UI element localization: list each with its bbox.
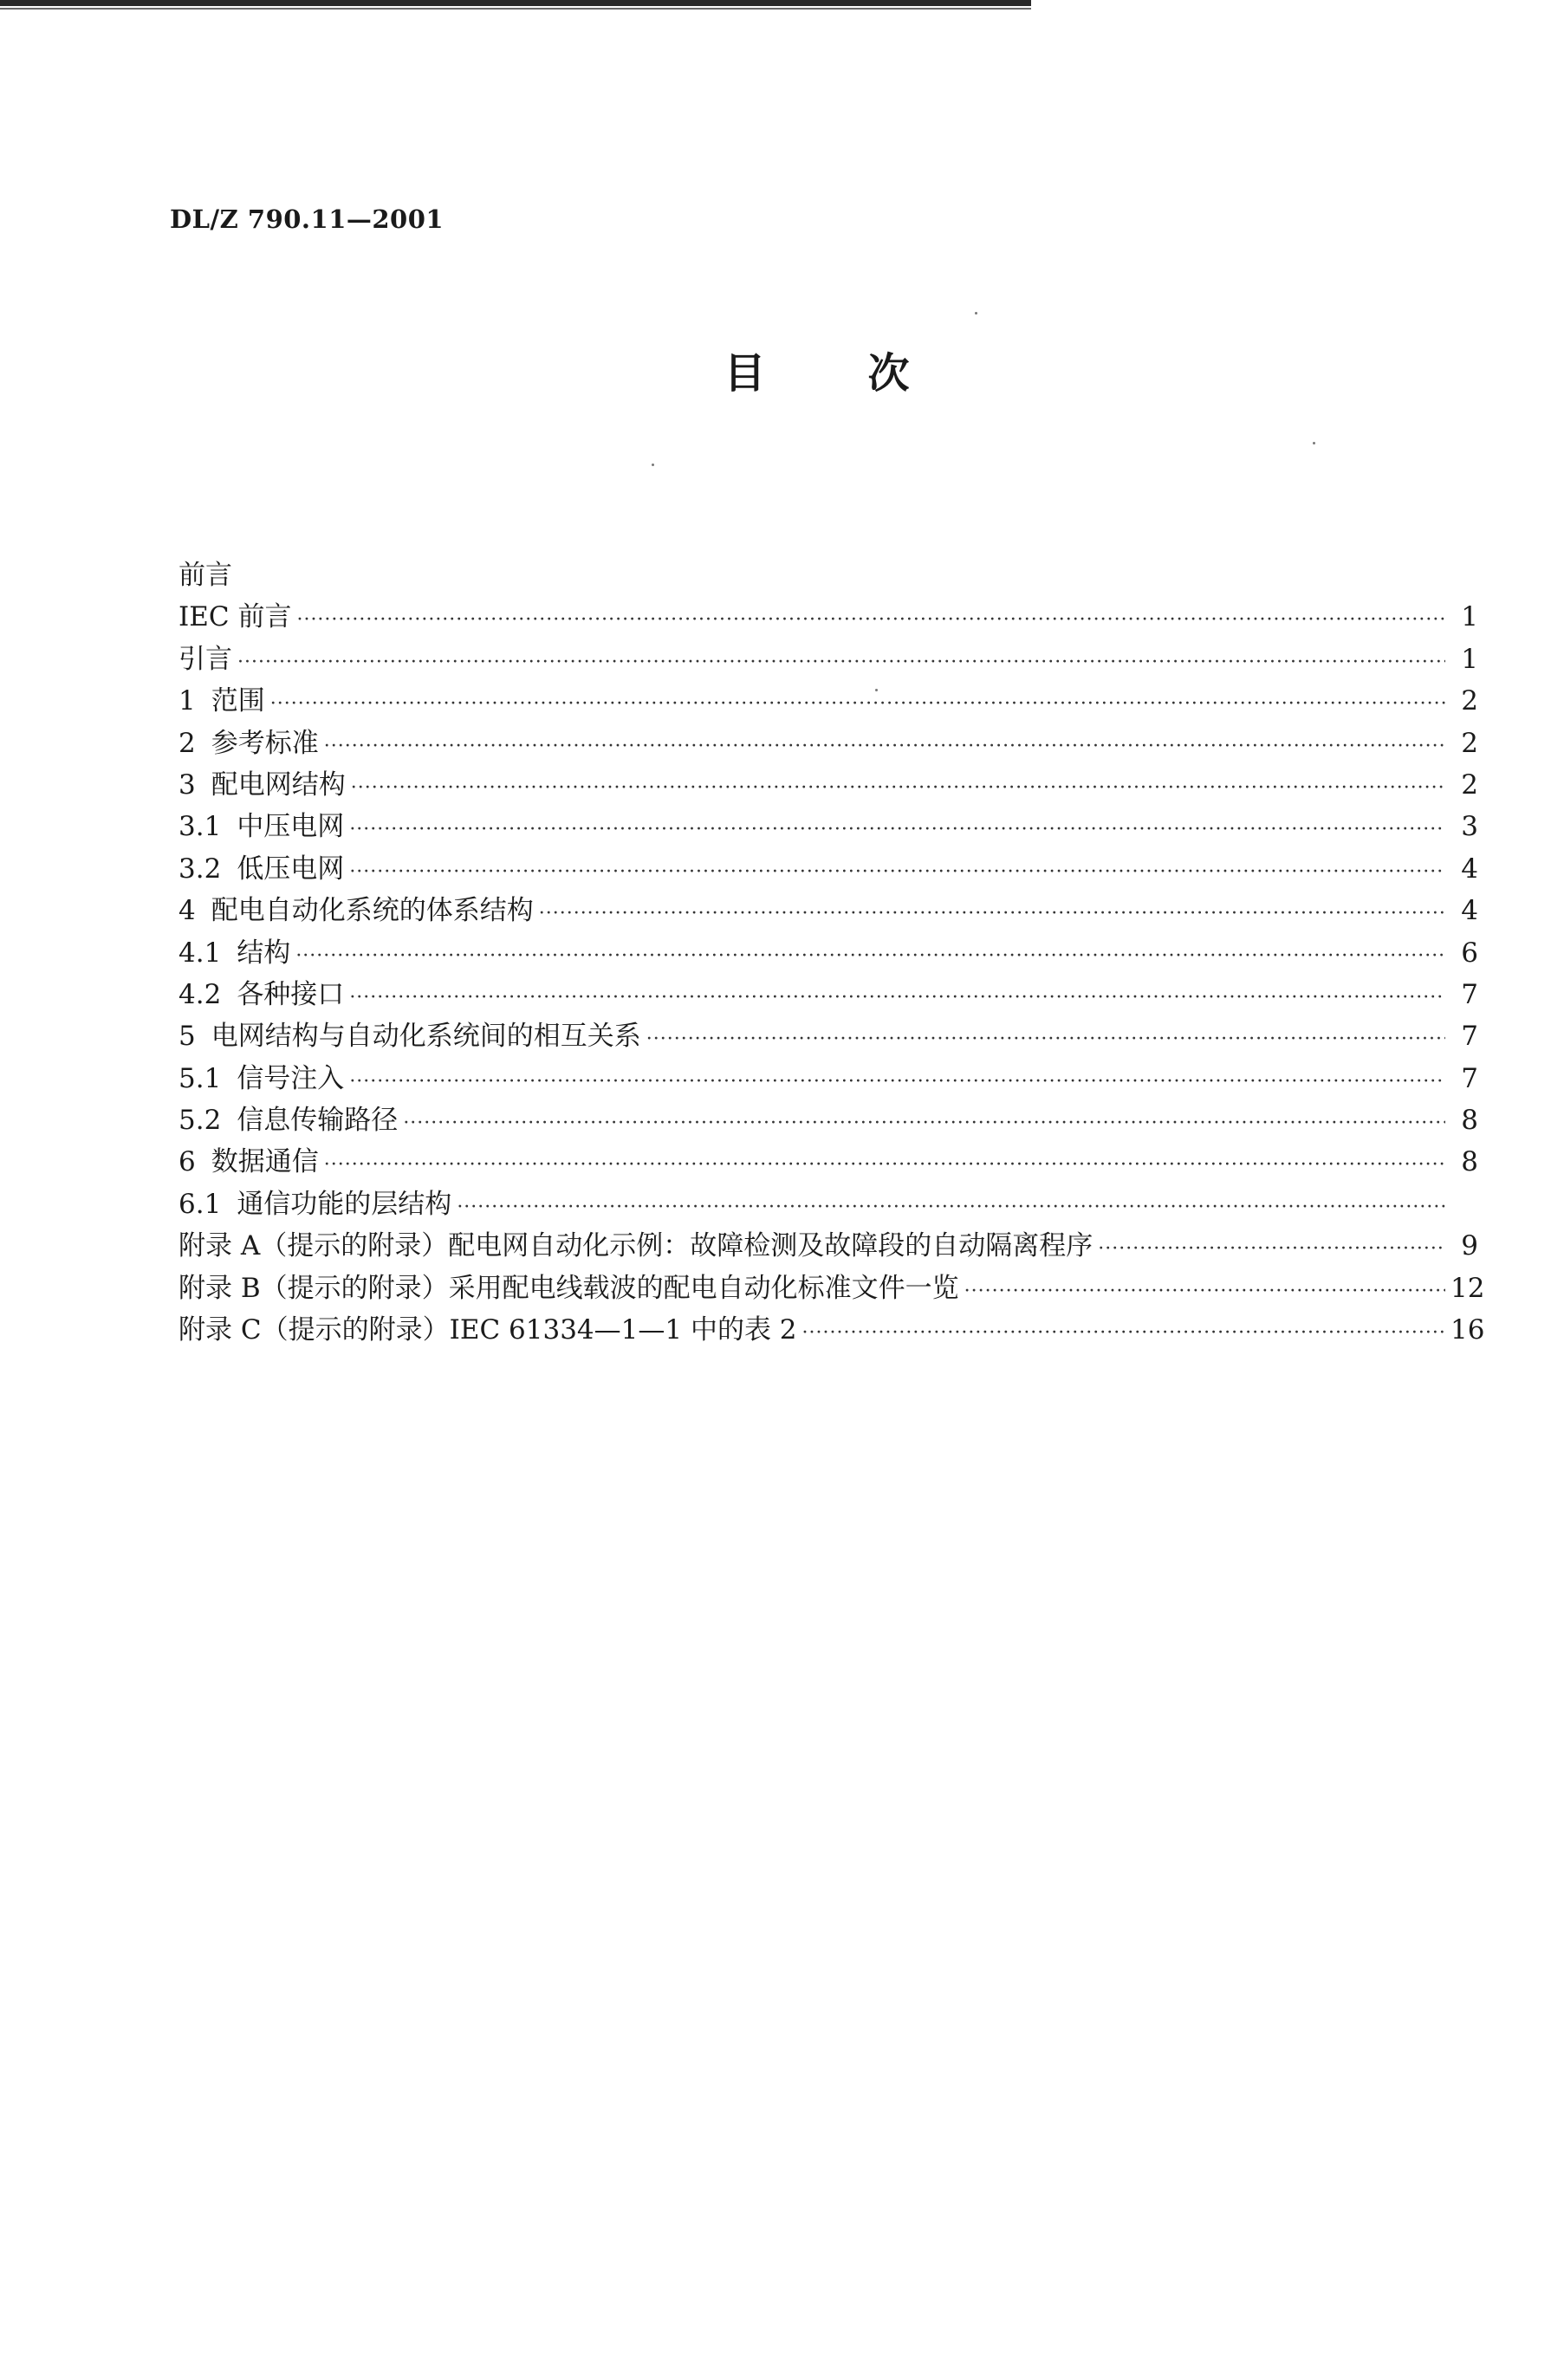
toc-row-appendix-a[interactable] [178,1223,1478,1265]
toc-leader [295,945,1445,967]
toc-label: 参考标准 [211,727,319,759]
toc-page: 6 [1461,937,1478,969]
toc-label: 信号注入 [237,1062,345,1094]
toc-page: 8 [1461,1105,1478,1137]
toc-row-5-2[interactable] [178,1098,1478,1139]
toc-row-5[interactable] [178,1014,1478,1055]
toc-row-appendix-b[interactable] [178,1266,1485,1307]
toc-number: 5 [178,1021,196,1053]
toc-page: 1 [1461,601,1478,633]
toc-row-preface[interactable] [178,553,1478,594]
toc-leader [237,652,1445,673]
toc-leader [351,777,1445,799]
toc-label: 各种接口 [237,978,345,1010]
toc-label: 前言 [178,560,232,591]
toc-label: 配电网结构 [211,768,346,801]
toc-label: 通信功能的层结构 [237,1188,452,1220]
scan-speck [652,464,654,466]
scan-speck [1313,442,1315,444]
toc-leader [324,1154,1445,1176]
toc-page: 7 [1461,978,1478,1010]
toc-label: 配电网自动化示例：故障检测及故障段的自动隔离程序 [448,1230,1094,1262]
toc-row-5-1[interactable] [178,1056,1478,1098]
appendix-tag: 附录 B（提示的附录） [178,1272,449,1304]
toc-page: 2 [1461,685,1478,717]
toc-label: 中压电网 [237,811,345,843]
toc-page: 1 [1461,643,1478,675]
toc-label: 结构 [237,937,291,969]
toc-row-1[interactable] [178,678,1478,720]
toc-page: 4 [1461,853,1478,885]
toc-label: 电网结构与自动化系统间的相互关系 [211,1021,641,1053]
toc-number: 6.1 [178,1188,222,1220]
toc-heading [0,340,1564,399]
toc-row-4[interactable] [178,888,1478,930]
toc-number: 4 [178,895,196,927]
toc-row-4-2[interactable] [178,972,1478,1014]
toc-number: 3 [178,768,196,801]
toc-label: 配电自动化系统的体系结构 [211,895,534,927]
toc-label: 数据通信 [211,1146,319,1178]
scan-speck [875,689,878,691]
toc-label: 低压电网 [237,853,345,885]
toc-number: 2 [178,727,196,759]
toc-page: 12 [1450,1272,1485,1304]
top-rule [0,0,1031,6]
toc-number: 4.2 [178,978,222,1010]
toc-row-3-2[interactable] [178,846,1478,888]
toc-page: 2 [1461,727,1478,759]
toc-label: 范围 [211,685,265,717]
toc-number: 6 [178,1146,196,1178]
toc-leader [964,1281,1445,1302]
toc-row-2[interactable] [178,721,1478,762]
toc-row-3[interactable] [178,762,1478,804]
toc-leader [457,1196,1445,1218]
toc-label: 引言 [178,643,232,675]
toc-row-6-1[interactable] [178,1182,1478,1223]
toc-leader [539,903,1445,924]
toc-leader [646,1028,1445,1050]
toc-leader [349,1071,1445,1093]
toc-row-4-1[interactable] [178,931,1478,972]
toc-row-appendix-c[interactable] [178,1307,1485,1349]
toc-row-3-1[interactable] [178,804,1478,846]
appendix-tag: 附录 A（提示的附录） [178,1230,449,1262]
toc-page: 7 [1461,1062,1478,1094]
top-rule-thin [0,8,1031,10]
toc-page: 3 [1461,811,1478,843]
toc-leader [349,861,1445,883]
toc-page: 9 [1461,1230,1478,1262]
toc-leader [1098,1238,1445,1260]
toc-label: 信息传输路径 [237,1105,399,1137]
toc-number: 4.1 [178,937,222,969]
toc-page: 4 [1461,895,1478,927]
toc-page: 8 [1461,1146,1478,1178]
toc-label: IEC 前言 [178,601,292,633]
toc-number: 3.2 [178,853,222,885]
document-code: DL/Z 790.11—2001 [170,204,445,234]
toc-leader [349,819,1445,840]
toc-number: 5.2 [178,1105,222,1137]
toc-row-iec-preface[interactable] [178,594,1478,636]
toc-page: 16 [1450,1314,1485,1346]
toc-leader [349,987,1445,1008]
toc-leader [324,736,1445,757]
appendix-tag: 附录 C（提示的附录） [178,1314,450,1346]
toc-leader [296,609,1445,631]
toc-leader [403,1112,1445,1134]
scan-speck [975,312,977,315]
toc-number: 5.1 [178,1062,222,1094]
toc-number: 1 [178,685,196,717]
toc-heading-char-2: 次 [867,349,910,398]
toc-page: 7 [1461,1021,1478,1053]
toc-list [178,553,1485,1349]
toc-leader [270,693,1445,715]
toc-heading-char-1: 目 [724,349,766,398]
toc-row-introduction[interactable] [178,637,1478,678]
toc-number: 3.1 [178,811,222,843]
toc-label: IEC 61334—1—1 中的表 2 [449,1314,797,1346]
toc-leader [802,1322,1445,1344]
toc-row-6[interactable] [178,1139,1478,1181]
toc-label: 采用配电线载波的配电自动化标准文件一览 [448,1272,959,1304]
toc-page: 2 [1461,768,1478,801]
